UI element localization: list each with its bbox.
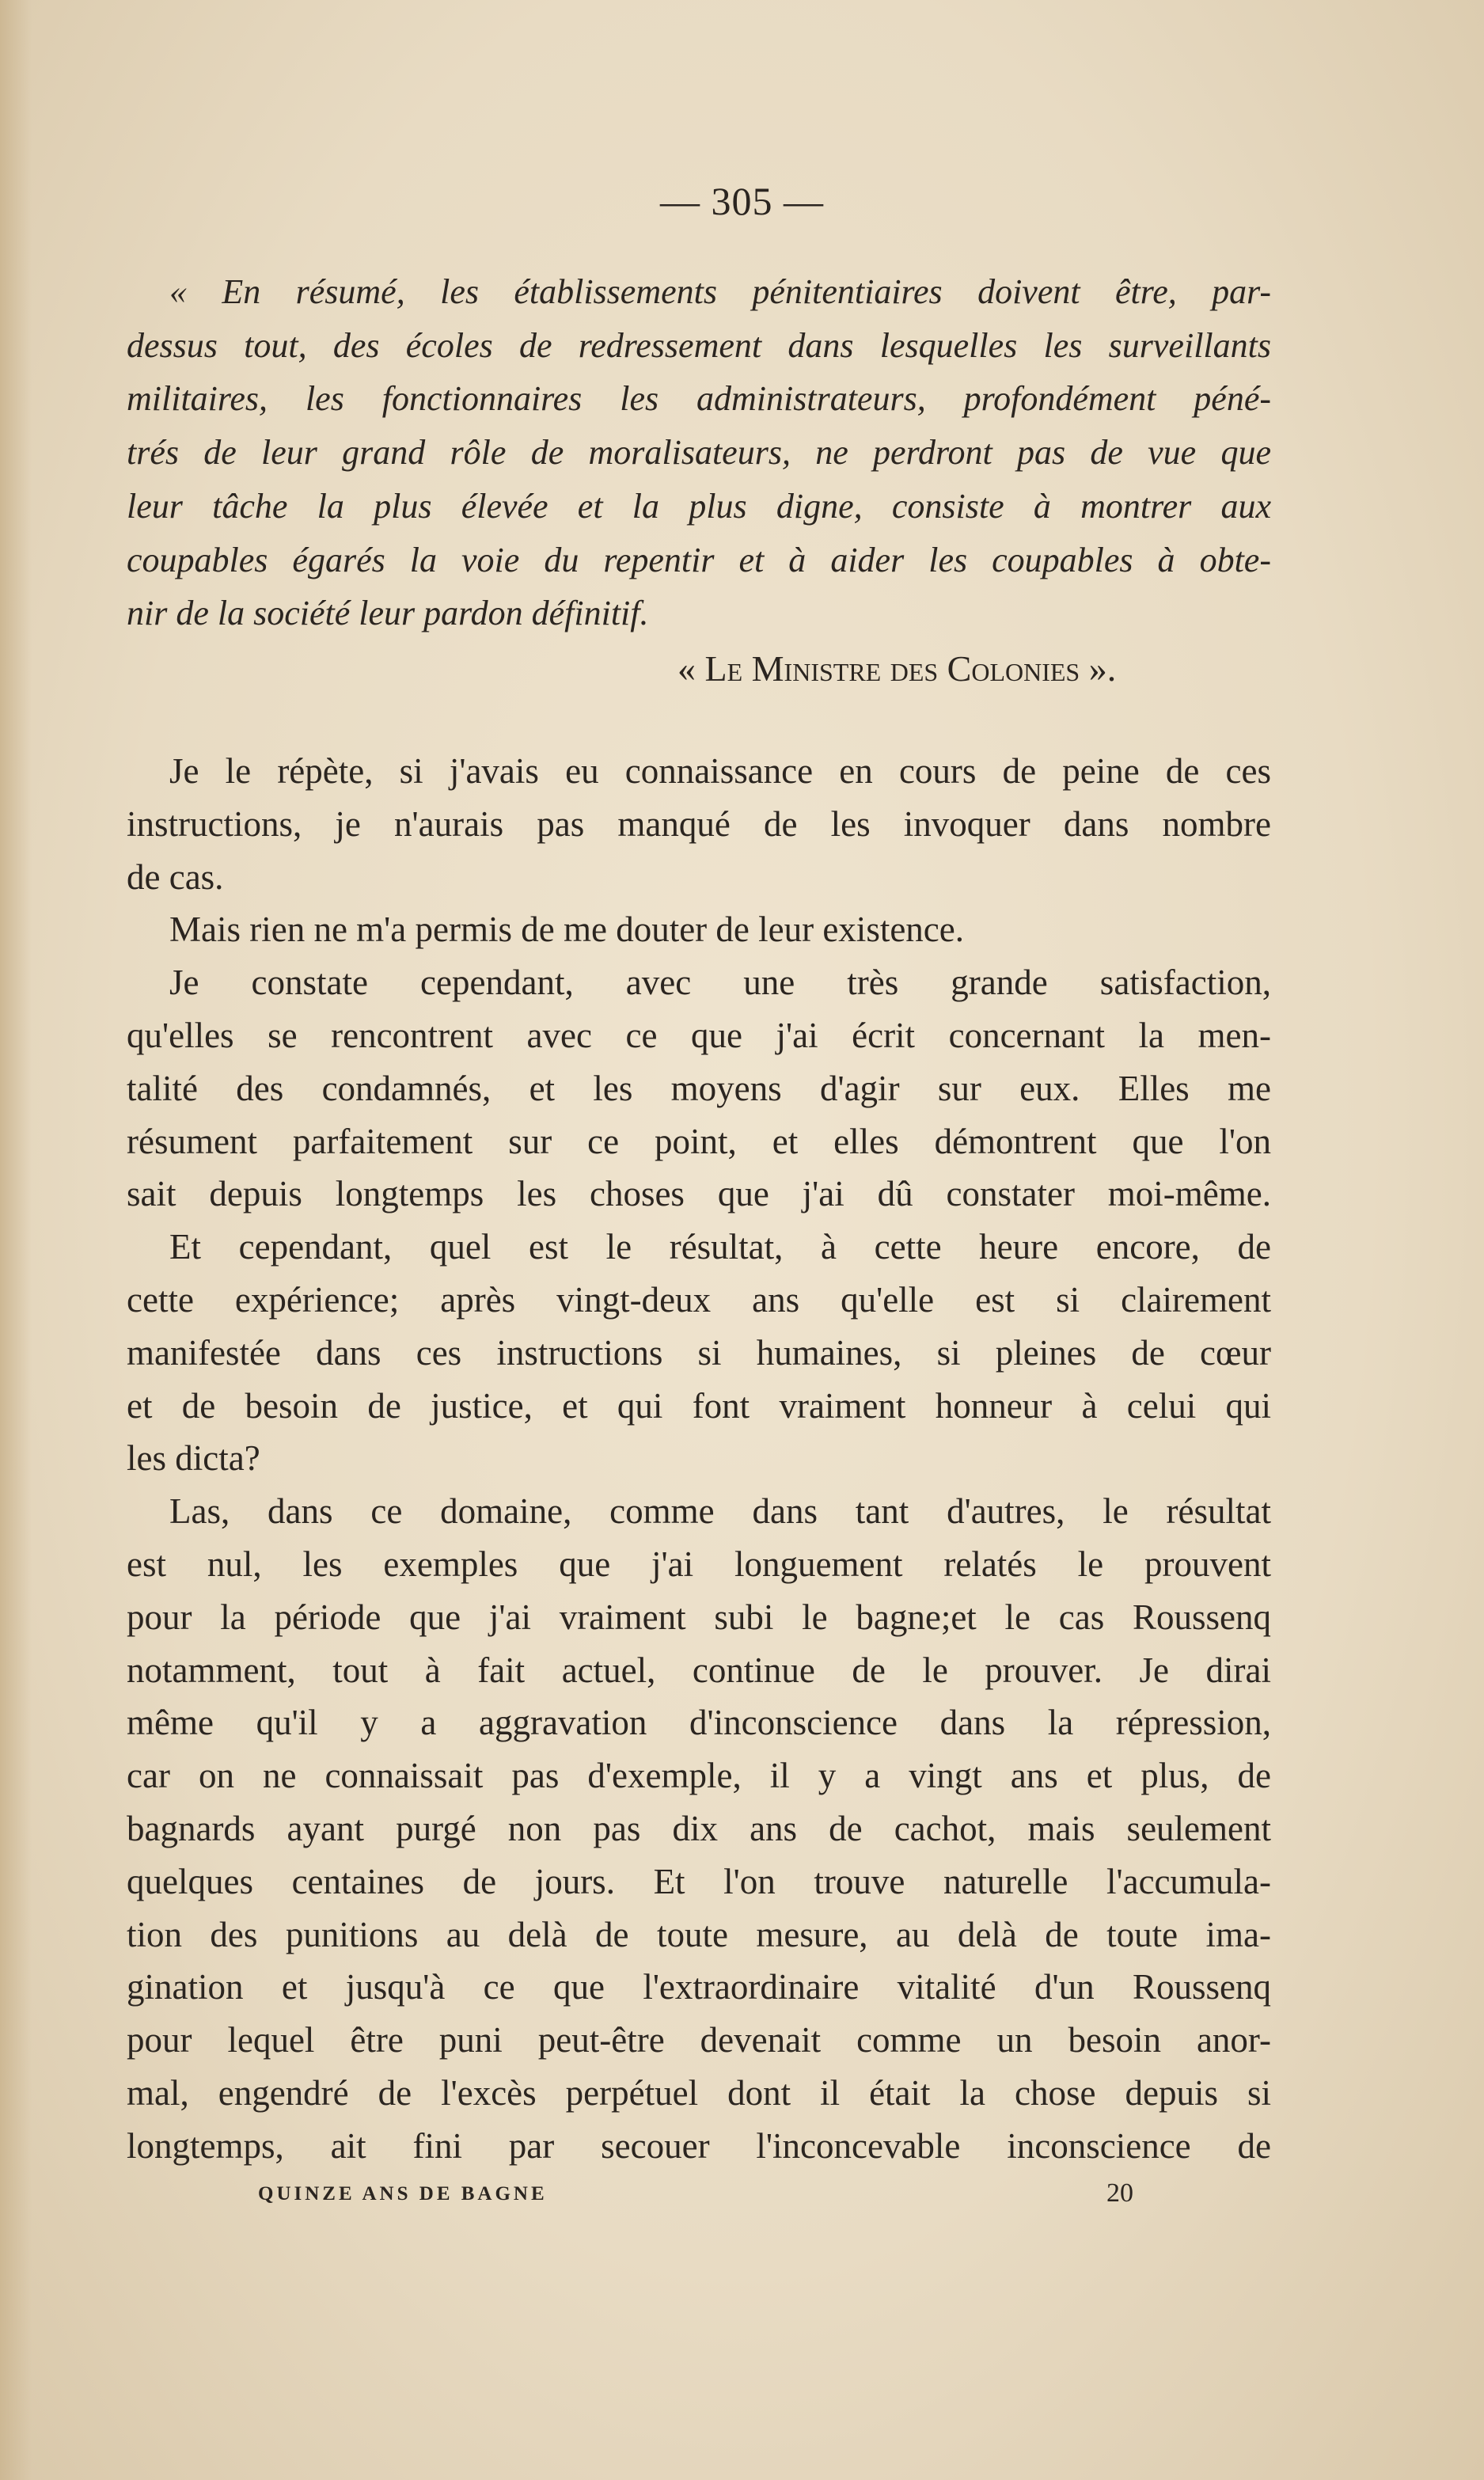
quote-line: trés de leur grand rôle de moralisateurs, ne perdront pas de vue que [127, 433, 1271, 473]
body-line: pour lequel être puni peut-être devenait comme un besoin anor- [127, 2020, 1271, 2060]
body-line: tion des punitions au delà de toute mesure, au delà de toute ima- [127, 1914, 1271, 1954]
body-line: bagnards ayant purgé non pas dix ans de cachot, mais seulement [127, 1809, 1271, 1848]
body-line: les dicta? [127, 1438, 260, 1479]
body-line: longtemps, ait fini par secouer l'inconcevable inconscience de [127, 2125, 1271, 2166]
footer-book-title: QUINZE ANS DE BAGNE [258, 2183, 548, 2205]
body-line: manifestée dans ces instructions si humaines, si pleines de cœur [127, 1332, 1271, 1373]
body-line: Je constate cependant, avec une très grande satisfaction, [169, 963, 1271, 1003]
body-line: car on ne connaissait pas d'exemple, il y a vingt ans et plus, de [127, 1756, 1271, 1796]
body-line: même qu'il y a aggravation d'inconscience dans la répression, [127, 1703, 1271, 1743]
body-line: Et cependant, quel est le résultat, à cette heure encore, de [169, 1227, 1271, 1267]
body-line: pour la période que j'ai vraiment subi le bagne;et le cas Roussenq [127, 1597, 1271, 1637]
body-line: Mais rien ne m'a permis de me douter de leur existence. [169, 910, 964, 950]
quote-line: nir de la société leur pardon définitif. [127, 594, 649, 633]
page-number: — 305 — [660, 179, 824, 223]
body-line: de cas. [127, 856, 224, 897]
quote-signature: « Le Ministre des Colonies ». [677, 648, 1117, 689]
body-line: Las, dans ce domaine, comme dans tant d'autres, le résultat [169, 1491, 1271, 1532]
body-line: gination et jusqu'à ce que l'extraordinaire vitalité d'un Roussenq [127, 1967, 1271, 2007]
page-edge-shadow [0, 0, 32, 2480]
body-line: mal, engendré de l'excès perpétuel dont il était la chose depuis si [127, 2073, 1271, 2113]
body-line: sait depuis longtemps les choses que j'ai dû constater moi-même. [127, 1174, 1271, 1214]
body-line: est nul, les exemples que j'ai longuement relatés le prouvent [127, 1544, 1271, 1584]
body-line: quelques centaines de jours. Et l'on trouve naturelle l'accumula- [127, 1861, 1271, 1901]
body-line: cette expérience; après vingt-deux ans qu'elle est si clairement [127, 1280, 1271, 1320]
body-line: instructions, je n'aurais pas manqué de les invoquer dans nombre [127, 803, 1271, 844]
body-line: Je le répète, si j'avais eu connaissance en cours de peine de ces [169, 751, 1271, 791]
quote-line: « En résumé, les établissements pénitentiaires doivent être, par- [169, 272, 1271, 311]
body-line: qu'elles se rencontrent avec ce que j'ai écrit concernant la men- [127, 1016, 1271, 1055]
body-line: et de besoin de justice, et qui font vraiment honneur à celui qui [127, 1385, 1271, 1426]
body-line: notamment, tout à fait actuel, continue de le prouver. Je dirai [127, 1650, 1271, 1690]
quote-line: leur tâche la plus élevée et la plus digne, consiste à montrer aux [127, 486, 1271, 526]
footer-signature-mark: 20 [1106, 2178, 1133, 2208]
body-line: résument parfaitement sur ce point, et elles démontrent que l'on [127, 1121, 1271, 1161]
quote-line: dessus tout, des écoles de redressement dans lesquelles les surveillants [127, 325, 1271, 365]
body-line: talité des condamnés, et les moyens d'agir sur eux. Elles me [127, 1068, 1271, 1108]
quote-line: militaires, les fonctionnaires les administrateurs, profondément péné- [127, 379, 1271, 419]
quote-line: coupables égarés la voie du repentir et à aider les coupables à obte- [127, 540, 1271, 579]
